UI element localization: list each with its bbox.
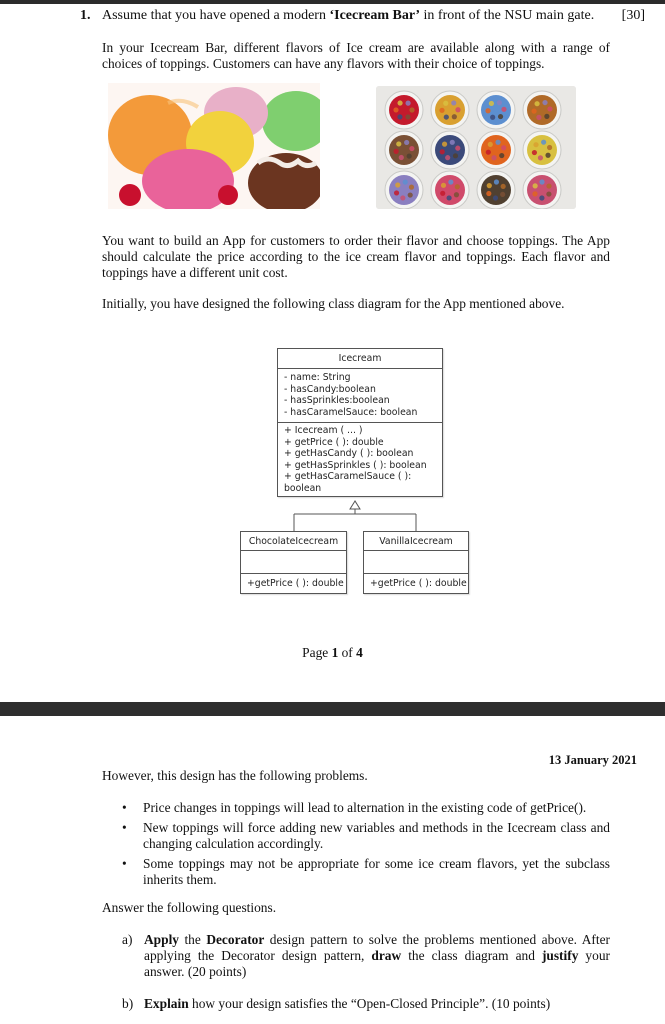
problems-list [120,800,610,892]
question-marks: [30] [621,8,645,23]
class-icecream-name: Icecream [278,349,442,369]
problems-intro: However, this design has the following problems. [102,768,368,783]
sub-question-b [122,996,610,1012]
class-vanilla-attributes [364,551,468,574]
list-item: • Some toppings may not be appropriate for some ice cream flavors, yet the subclass inherits them. [122,856,610,887]
sub-question-b-label: b) [122,996,134,1011]
class-chocolate-name: ChocolateIcecream [241,532,346,551]
class-chocolate-method: +getPrice ( ): double [247,578,344,589]
attribute: - hasCandy:boolean [284,383,376,395]
intro-paragraph: In your Icecream Bar, different flavors of Ice cream are available along with a range of choices of toppings. Customers can have any flavors with their choice of toppings. [102,40,610,71]
list-item: • Price changes in toppings will lead to alternation in the existing code of getPrice(). [122,800,587,815]
attribute: - hasCaramelSauce: boolean [284,406,418,418]
answer-intro: Answer the following questions. [102,900,277,915]
app-description: You want to build an App for customers to order their flavor and choose toppings. The App should calculate the price according to the ice cream flavor and toppings. Each flavor and toppings have a different unit cost. [102,233,610,280]
class-vanilla-icecream [363,531,469,594]
icecream-bar-name: ‘Icecream Bar’ [329,8,421,23]
class-chocolate-icecream [240,531,347,594]
question-number: 1. [80,8,91,23]
exam-date: 13 January 2021 [548,753,637,767]
bullet-icon: • [122,820,127,835]
inheritance-triangle [350,501,360,509]
attribute: - hasSprinkles:boolean [284,395,390,406]
method: + getHasCaramelSauce ( ): boolean [284,471,412,494]
bullet-icon: • [122,856,127,871]
class-vanilla-method: +getPrice ( ): double [370,578,467,589]
class-vanilla-name: VanillaIcecream [364,532,468,551]
page-divider [0,702,665,716]
attribute: - name: String [284,372,351,383]
diagram-intro: Initially, you have designed the following class diagram for the App mentioned above. [102,296,565,311]
sub-question-a-label: a) [122,932,133,947]
bullet-icon: • [122,800,127,815]
method: + Icecream ( ... ) [284,425,363,436]
sub-question-a-text: Apply the Decorator design pattern to solve the problems mentioned above. After applying the Decorator design pattern, draw the class diagram and justify your answer. (20 points) [144,932,610,979]
page-number: Page 1 of 4 [302,645,363,660]
list-item: • New toppings will force adding new variables and methods in the Icecream class and changing calculation accordingly. [122,820,610,851]
class-chocolate-attributes [241,551,346,574]
sub-question-a [122,932,610,980]
sub-question-b-text: Explain how your design satisfies the “Open-Closed Principle”. (10 points) [144,996,551,1011]
method: + getHasSprinkles ( ): boolean [284,459,427,471]
method: + getPrice ( ): double [284,436,384,448]
method: + getHasCandy ( ): boolean [284,448,414,459]
question-text: Assume that you have opened a modern ‘Icecream Bar’ in front of the NSU main gate. [102,8,595,23]
